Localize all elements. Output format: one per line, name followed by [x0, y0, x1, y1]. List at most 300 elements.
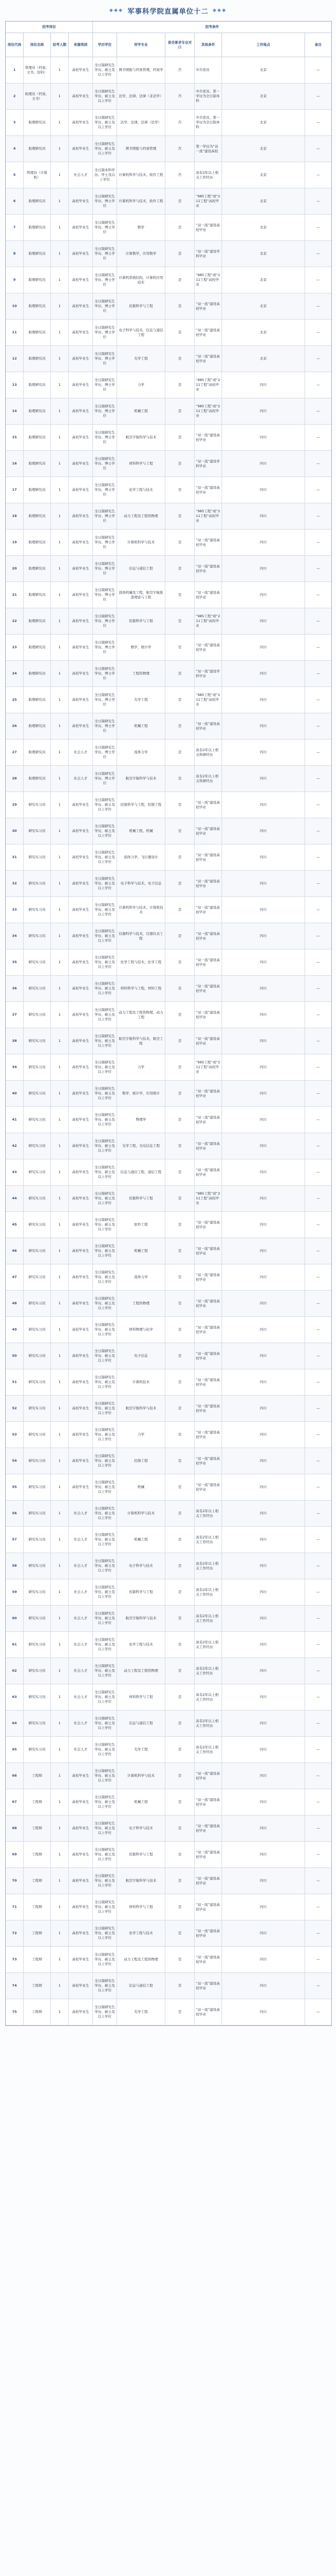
- cell-source: 高校毕业生: [69, 1186, 93, 1211]
- cell-count: 1: [51, 503, 69, 529]
- cell-degree: 全日制研究生学历、硕士及以上学位: [93, 1002, 117, 1028]
- cell-count: 1: [51, 635, 69, 660]
- cell-degree: 全日制研究生学历、博士学位: [93, 503, 117, 529]
- cell-code: 7: [6, 215, 24, 240]
- cell-count: 1: [51, 608, 69, 634]
- cell-major: 机械工程: [117, 1789, 165, 1815]
- cell-source: 社会人才: [69, 1684, 93, 1710]
- cell-major-match: 是: [165, 1159, 195, 1185]
- cell-degree: 全日制本科学历、学士及以上学位: [93, 162, 117, 188]
- cell-count: 1: [51, 1894, 69, 1920]
- cell-degree: 全日制研究生学历、硕士及以上学位: [93, 1264, 117, 1290]
- cell-major-match: 是: [165, 215, 195, 240]
- cell-code: 73: [6, 1947, 24, 1972]
- cell-other: “双一流”建设高校毕业: [195, 1947, 222, 1972]
- cell-code: 37: [6, 1002, 24, 1028]
- cell-remarks: —: [316, 409, 320, 414]
- table-row: [6, 1632, 331, 1658]
- cell-other: “985工程”或“211工程”高校毕业: [195, 267, 222, 293]
- cell-source: 高校毕业生: [69, 530, 93, 555]
- cell-position: 研究实习员: [24, 1711, 51, 1736]
- cell-count: 1: [51, 1212, 69, 1238]
- cell-major-match: 是: [165, 1553, 195, 1579]
- cell-position: 研究实习员: [24, 1002, 51, 1028]
- col-header-major-match: 是否要求专业对口: [165, 33, 195, 57]
- cell-major-match: 是: [165, 1789, 195, 1815]
- cell-major: 化学工程与技术，化学工程: [117, 949, 165, 975]
- cell-major: 航空宇航科学与技术: [117, 425, 165, 450]
- cell-degree: 全日制研究生学历、博士学位: [93, 293, 117, 319]
- cell-degree: 全日制研究生学历、硕士及以上学位: [93, 1474, 117, 1500]
- cell-major: 信息与通信工程: [117, 1973, 165, 1999]
- cell-other: 具有2年以上相关工作经历: [195, 1658, 222, 1684]
- cell-source: 社会人才: [69, 1579, 93, 1605]
- cell-other: “双一流”建设高校毕业: [195, 1291, 222, 1316]
- cell-location: 四川: [222, 1238, 305, 1264]
- cell-code: 52: [6, 1396, 24, 1421]
- cell-location: 四川: [222, 1815, 305, 1841]
- cell-other: “双一流”建设高校毕业: [195, 477, 222, 503]
- cell-major-match: 是: [165, 923, 195, 949]
- cell-code: 33: [6, 897, 24, 923]
- cell-other: “双一流”建设高校毕业: [195, 1212, 222, 1238]
- cell-position: 研究实习员: [24, 792, 51, 818]
- cell-source: 高校毕业生: [69, 1238, 93, 1264]
- cell-remarks: —: [316, 671, 320, 676]
- cell-other: “985工程”或“211工程”高校毕业: [195, 1186, 222, 1211]
- cell-degree: 全日制研究生学历、博士学位: [93, 740, 117, 765]
- cell-location: 北京: [222, 162, 305, 188]
- cell-location: 四川: [222, 1947, 305, 1972]
- cell-code: 36: [6, 976, 24, 1001]
- cell-source: 高校毕业生: [69, 1107, 93, 1133]
- cell-major-match: 是: [165, 293, 195, 319]
- cell-location: 四川: [222, 1081, 305, 1106]
- cell-source: 社会人才: [69, 1632, 93, 1657]
- cell-major-match: 是: [165, 740, 195, 765]
- cell-remarks: —: [316, 146, 320, 151]
- table-row: [6, 766, 331, 792]
- cell-count: 1: [51, 1396, 69, 1421]
- cell-remarks: —: [316, 540, 320, 545]
- cell-source: 高校毕业生: [69, 1159, 93, 1185]
- cell-position: 研究实习员: [24, 1054, 51, 1080]
- cell-remarks: —: [316, 488, 320, 492]
- cell-location: 四川: [222, 766, 305, 791]
- cell-major-match: 是: [165, 976, 195, 1001]
- table-row: [6, 162, 331, 188]
- cell-degree: 全日制研究生学历、硕士及以上学位: [93, 1789, 117, 1815]
- cell-other: “双一流”建设高校毕业: [195, 1081, 222, 1106]
- cell-count: 1: [51, 1422, 69, 1448]
- cell-other: “双一流”建设高校毕业: [195, 425, 222, 450]
- cell-major: 光学工程: [117, 1737, 165, 1762]
- cell-code: 59: [6, 1579, 24, 1605]
- cell-remarks: —: [316, 1695, 320, 1699]
- cell-remarks: —: [316, 1485, 320, 1490]
- cell-position: 工程师: [24, 1815, 51, 1841]
- cell-major: 计算数学，应用数学: [117, 241, 165, 267]
- cell-count: 1: [51, 1606, 69, 1631]
- cell-major: 信息与通信工程，通信工程: [117, 1159, 165, 1185]
- cell-count: 1: [51, 1186, 69, 1211]
- cell-major: 控制科学与工程: [117, 1579, 165, 1605]
- cell-location: 四川: [222, 949, 305, 975]
- col-header-location: 工作地点: [222, 33, 305, 57]
- cell-major: 化学工程与技术: [117, 1632, 165, 1657]
- cell-code: 6: [6, 188, 24, 214]
- cell-remarks: —: [316, 1957, 320, 1962]
- cell-other: “双一流”建设高校毕业: [195, 1028, 222, 1054]
- cell-other: “双一流”建设高校毕业: [195, 1789, 222, 1815]
- cell-remarks: —: [316, 1590, 320, 1595]
- cell-position: 研究实习员: [24, 1396, 51, 1421]
- cell-count: 1: [51, 1815, 69, 1841]
- cell-position: 助理研究员: [24, 608, 51, 634]
- cell-source: 高校毕业生: [69, 1422, 93, 1448]
- cell-major: 工程热物理: [117, 661, 165, 687]
- col-header-other: 其他条件: [195, 33, 222, 57]
- cell-source: 高校毕业生: [69, 949, 93, 975]
- table-row: [6, 792, 331, 818]
- cell-major-match: 是: [165, 1763, 195, 1789]
- cell-count: 1: [51, 215, 69, 240]
- cell-other: “双一流”建设高校毕业: [195, 818, 222, 844]
- cell-degree: 全日制研究生学历、硕士及以上学位: [93, 1920, 117, 1946]
- title-decoration-right: ◆◆◆: [213, 8, 227, 13]
- cell-degree: 全日制研究生学历、博士学位: [93, 608, 117, 634]
- cell-source: 高校毕业生: [69, 188, 93, 214]
- cell-degree: 全日制研究生学历、博士学位: [93, 635, 117, 660]
- table-row: [6, 451, 331, 477]
- cell-position: 研究实习员: [24, 1238, 51, 1264]
- cell-position: 研究实习员: [24, 1159, 51, 1185]
- cell-remarks: —: [316, 1380, 320, 1385]
- cell-degree: 全日制研究生学历、硕士及以上学位: [93, 1999, 117, 2025]
- cell-major-match: 是: [165, 792, 195, 818]
- cell-count: 1: [51, 1789, 69, 1815]
- cell-position: 助理研究员: [24, 503, 51, 529]
- cell-position: 研究实习员: [24, 1422, 51, 1448]
- cell-major-match: 是: [165, 818, 195, 844]
- cell-remarks: —: [316, 1537, 320, 1542]
- cell-source: 高校毕业生: [69, 293, 93, 319]
- cell-source: 社会人才: [69, 740, 93, 765]
- cell-source: 高校毕业生: [69, 1317, 93, 1343]
- cell-degree: 全日制研究生学历、硕士及以上学位: [93, 1133, 117, 1159]
- cell-other: “985工程”或“211工程”高校毕业: [195, 1054, 222, 1080]
- table-row: [6, 1317, 331, 1343]
- cell-remarks: —: [316, 960, 320, 965]
- cell-position: 研究实习员: [24, 1107, 51, 1133]
- cell-code: 8: [6, 241, 24, 267]
- table-row: [6, 1028, 331, 1054]
- cell-remarks: —: [316, 1327, 320, 1332]
- cell-major-match: 是: [165, 320, 195, 345]
- table-row: [6, 110, 331, 136]
- cell-other: “双一流”建设高校毕业: [195, 792, 222, 818]
- cell-location: 四川: [222, 687, 305, 713]
- cell-major-match: 是: [165, 1028, 195, 1054]
- table-row: [6, 1002, 331, 1028]
- cell-code: 68: [6, 1815, 24, 1841]
- cell-count: 1: [51, 1920, 69, 1946]
- cell-position: 研究实习员: [24, 1606, 51, 1631]
- cell-source: 高校毕业生: [69, 1081, 93, 1106]
- cell-location: 四川: [222, 1107, 305, 1133]
- cell-source: 高校毕业生: [69, 346, 93, 372]
- cell-location: 四川: [222, 1684, 305, 1710]
- cell-location: 四川: [222, 923, 305, 949]
- cell-degree: 全日制研究生学历、硕士及以上学位: [93, 818, 117, 844]
- cell-code: 13: [6, 372, 24, 398]
- cell-degree: 全日制研究生学历、硕士及以上学位: [93, 1658, 117, 1684]
- cell-source: 社会人才: [69, 162, 93, 188]
- cell-other: 中共党员，第一学历为全日制本科: [195, 110, 222, 135]
- cell-location: 四川: [222, 897, 305, 923]
- cell-code: 50: [6, 1343, 24, 1369]
- cell-source: 高校毕业生: [69, 661, 93, 687]
- page-title-bar: [0, 0, 336, 21]
- cell-major: 力学: [117, 372, 165, 398]
- cell-location: 四川: [222, 425, 305, 450]
- cell-position: 助理研究员: [24, 687, 51, 713]
- cell-major-match: 是: [165, 372, 195, 398]
- table-row: [6, 949, 331, 976]
- cell-position: 工程师: [24, 1920, 51, 1946]
- cell-other: 具有2年以上相关科研经历: [195, 766, 222, 791]
- table-row: [6, 635, 331, 661]
- cell-location: 四川: [222, 635, 305, 660]
- cell-location: 四川: [222, 1658, 305, 1684]
- table-row: [6, 83, 331, 110]
- table-row: [6, 1501, 331, 1527]
- cell-count: 1: [51, 1448, 69, 1474]
- cell-count: 1: [51, 1264, 69, 1290]
- cell-position: 助理研究员: [24, 451, 51, 477]
- cell-major: 计算机科学与技术，计算机技术: [117, 897, 165, 923]
- cell-major: 动力工程及工程热物理: [117, 1658, 165, 1684]
- cell-position: 助理研究员: [24, 766, 51, 791]
- cell-major-match: 是: [165, 398, 195, 424]
- cell-major: 流体力学: [117, 740, 165, 765]
- cell-remarks: —: [316, 1432, 320, 1437]
- cell-major-match: 是: [165, 1684, 195, 1710]
- cell-major: 机械工程: [117, 398, 165, 424]
- cell-code: 21: [6, 582, 24, 608]
- cell-major: 控制科学与工程: [117, 1186, 165, 1211]
- cell-position: 研究实习员: [24, 1081, 51, 1106]
- cell-degree: 全日制研究生学历、博士学位: [93, 451, 117, 477]
- table-row: [6, 1422, 331, 1448]
- cell-location: 四川: [222, 713, 305, 739]
- cell-count: 1: [51, 1658, 69, 1684]
- cell-source: 高校毕业生: [69, 451, 93, 477]
- cell-location: 四川: [222, 477, 305, 503]
- cell-major: 仪器科学与技术，仪器仪表工程: [117, 923, 165, 949]
- cell-position: 助理研究员: [24, 188, 51, 214]
- col-header-remarks: 备注: [305, 33, 331, 57]
- cell-position: 研究实习员: [24, 1291, 51, 1316]
- cell-major-match: 是: [165, 1842, 195, 1867]
- cell-location: 四川: [222, 1999, 305, 2025]
- table-row: [6, 871, 331, 897]
- cell-major-match: 是: [165, 661, 195, 687]
- table-row: [6, 1920, 331, 1947]
- cell-remarks: —: [316, 1511, 320, 1516]
- cell-code: 75: [6, 1999, 24, 2025]
- cell-major-match: 是: [165, 1894, 195, 1920]
- cell-other: “双一流”建设高校毕业: [195, 713, 222, 739]
- cell-source: 社会人才: [69, 1737, 93, 1762]
- cell-count: 1: [51, 1579, 69, 1605]
- cell-remarks: —: [316, 1354, 320, 1358]
- cell-source: 社会人才: [69, 1501, 93, 1526]
- cell-position: 研究实习员: [24, 871, 51, 896]
- cell-count: 1: [51, 1737, 69, 1762]
- cell-degree: 全日制研究生学历、硕士及以上学位: [93, 1028, 117, 1054]
- cell-remarks: —: [316, 330, 320, 335]
- cell-count: 1: [51, 162, 69, 188]
- cell-code: 25: [6, 687, 24, 713]
- cell-count: 1: [51, 949, 69, 975]
- cell-code: 4: [6, 136, 24, 162]
- cell-location: 北京: [222, 320, 305, 345]
- cell-source: 社会人才: [69, 766, 93, 791]
- cell-remarks: —: [316, 855, 320, 860]
- cell-location: 四川: [222, 1159, 305, 1185]
- cell-major-match: 是: [165, 608, 195, 634]
- cell-other: 中共党员: [195, 57, 222, 83]
- cell-source: 高校毕业生: [69, 215, 93, 240]
- cell-other: 第一学历为“双一流”建设高校: [195, 136, 222, 162]
- table-row: [6, 241, 331, 267]
- cell-major: 光学工程: [117, 346, 165, 372]
- cell-code: 74: [6, 1973, 24, 1999]
- cell-degree: 全日制研究生学历、博士学位: [93, 582, 117, 608]
- cell-location: 四川: [222, 740, 305, 765]
- table-row: [6, 1448, 331, 1474]
- cell-code: 1: [6, 57, 24, 83]
- cell-remarks: —: [316, 1564, 320, 1568]
- cell-major-match: 是: [165, 687, 195, 713]
- cell-location: 四川: [222, 1002, 305, 1028]
- cell-remarks: —: [316, 881, 320, 886]
- cell-location: 四川: [222, 1186, 305, 1211]
- cell-source: 高校毕业生: [69, 1947, 93, 1972]
- cell-major-match: 是: [165, 503, 195, 529]
- cell-position: 研究实习员: [24, 1737, 51, 1762]
- cell-major: 信息与通信工程: [117, 556, 165, 582]
- cell-location: 四川: [222, 530, 305, 555]
- cell-degree: 全日制研究生学历、硕士及以上学位: [93, 1684, 117, 1710]
- cell-count: 1: [51, 1501, 69, 1526]
- cell-major-match: 是: [165, 1474, 195, 1500]
- cell-remarks: —: [316, 907, 320, 912]
- cell-position: 研究实习员: [24, 1658, 51, 1684]
- cell-location: 四川: [222, 1317, 305, 1343]
- cell-other: “双一流”建设学科毕业: [195, 661, 222, 687]
- cell-count: 1: [51, 1002, 69, 1028]
- cell-source: 高校毕业生: [69, 503, 93, 529]
- cell-remarks: —: [316, 199, 320, 204]
- cell-degree: 全日制研究生学历、硕士及以上学位: [93, 1579, 117, 1605]
- cell-major: 电子科学与技术: [117, 1553, 165, 1579]
- cell-other: “双一流”建设高校毕业: [195, 1868, 222, 1894]
- cell-remarks: —: [316, 514, 320, 519]
- cell-degree: 全日制研究生学历、硕士及以上学位: [93, 1527, 117, 1553]
- cell-source: 高校毕业生: [69, 792, 93, 818]
- cell-other: “双一流”建设高校毕业: [195, 1133, 222, 1159]
- cell-degree: 全日制研究生学历、硕士及以上学位: [93, 1212, 117, 1238]
- col-header-source: 来源类别: [69, 33, 93, 57]
- cell-code: 64: [6, 1711, 24, 1736]
- cell-major: 控制工程: [117, 1448, 165, 1474]
- cell-count: 1: [51, 110, 69, 135]
- cell-major: 计算机系统结构，计算机应用技术: [117, 267, 165, 293]
- cell-other: “双一流”建设高校毕业: [195, 1815, 222, 1841]
- table-header: [6, 22, 331, 57]
- cell-degree: 全日制研究生学历、博士学位: [93, 477, 117, 503]
- cell-source: 高校毕业生: [69, 608, 93, 634]
- cell-other: “双一流”建设高校毕业: [195, 1842, 222, 1867]
- cell-other: “985工程”或“211工程”高校毕业: [195, 503, 222, 529]
- cell-major-match: 是: [165, 844, 195, 870]
- cell-other: “双一流”建设高校毕业: [195, 1238, 222, 1264]
- cell-count: 1: [51, 320, 69, 345]
- cell-location: 四川: [222, 1054, 305, 1080]
- cell-position: 研究实习员: [24, 1186, 51, 1211]
- cell-remarks: —: [316, 724, 320, 729]
- cell-location: 四川: [222, 1448, 305, 1474]
- cell-source: 高校毕业生: [69, 241, 93, 267]
- cell-code: 54: [6, 1448, 24, 1474]
- cell-position: 助理研究员: [24, 582, 51, 608]
- cell-count: 1: [51, 1369, 69, 1395]
- cell-code: 63: [6, 1684, 24, 1710]
- cell-position: 研究实习员: [24, 1264, 51, 1290]
- cell-count: 1: [51, 976, 69, 1001]
- cell-remarks: —: [316, 225, 320, 230]
- cell-location: 四川: [222, 1396, 305, 1421]
- cell-major-match: 是: [165, 1238, 195, 1264]
- cell-count: 1: [51, 1711, 69, 1736]
- cell-degree: 全日制研究生学历、硕士及以上学位: [93, 1501, 117, 1526]
- cell-major: 机械工程: [117, 1238, 165, 1264]
- cell-source: 高校毕业生: [69, 1842, 93, 1867]
- cell-other: “双一流”建设高校毕业: [195, 1369, 222, 1395]
- cell-remarks: —: [316, 1931, 320, 1936]
- cell-other: “双一流”建设高校毕业: [195, 1999, 222, 2025]
- cell-degree: 全日制研究生学历、博士学位: [93, 267, 117, 293]
- cell-other: “双一流”建设学科毕业: [195, 241, 222, 267]
- cell-remarks: —: [316, 1773, 320, 1778]
- cell-code: 47: [6, 1264, 24, 1290]
- cell-code: 41: [6, 1107, 24, 1133]
- cell-other: “985工程”或“211工程”高校毕业: [195, 687, 222, 713]
- cell-count: 1: [51, 451, 69, 477]
- col-header-code: 岗位代码: [6, 33, 24, 57]
- table-row: [6, 188, 331, 215]
- cell-location: 四川: [222, 1474, 305, 1500]
- cell-major: 计算机技术: [117, 1369, 165, 1395]
- cell-major-match: 是: [165, 582, 195, 608]
- cell-major: 图书情报与档案管理，档案学: [117, 57, 165, 83]
- cell-degree: 全日制研究生学历、硕士及以上学位: [93, 949, 117, 975]
- cell-major: 软件工程: [117, 1212, 165, 1238]
- cell-location: 北京: [222, 83, 305, 109]
- cell-other: “双一流”建设高校毕业: [195, 1973, 222, 1999]
